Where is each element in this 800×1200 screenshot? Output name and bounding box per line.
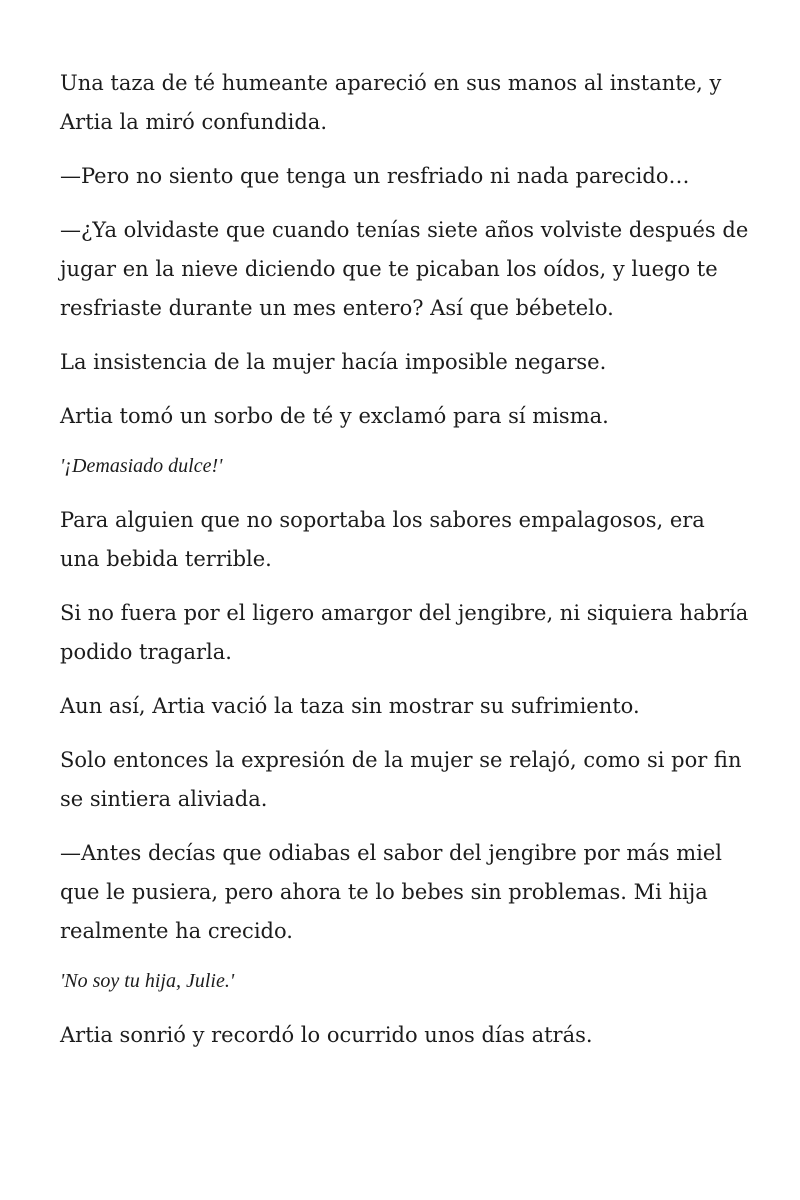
paragraph: Artia tomó un sorbo de té y exclamó para sí misma. (60, 404, 609, 428)
paragraph: —Antes decías que odiabas el sabor del jengibre por más miel que le pusiera, pero ahora te lo bebes sin problemas. Mi hija realmente ha crecido. (60, 841, 722, 943)
paragraph: —¿Ya olvidaste que cuando tenías siete años volviste después de jugar en la nieve diciendo que te picaban los oídos, y luego te resfriaste durante un mes entero? Así que bébetelo. (60, 218, 749, 320)
paragraph: Artia sonrió y recordó lo ocurrido unos días atrás. (60, 1023, 593, 1047)
inner-thought: '¡Demasiado dulce!' (60, 455, 223, 477)
paragraph: Si no fuera por el ligero amargor del jengibre, ni siquiera habría podido tragarla. (60, 601, 749, 664)
paragraph: —Pero no siento que tenga un resfriado ni nada parecido… (60, 164, 690, 188)
paragraph: La insistencia de la mujer hacía imposible negarse. (60, 350, 607, 374)
paragraph: Solo entonces la expresión de la mujer se relajó, como si por fin se sintiera aliviada. (60, 748, 742, 811)
paragraph: Para alguien que no soportaba los sabores empalagosos, era una bebida terrible. (60, 508, 705, 571)
paragraph: Aun así, Artia vació la taza sin mostrar su sufrimiento. (60, 694, 640, 718)
paragraph: Una taza de té humeante apareció en sus manos al instante, y Artia la miró confundida. (60, 71, 722, 134)
reading-page (60, 64, 750, 1070)
inner-thought: 'No soy tu hija, Julie.' (60, 970, 235, 992)
